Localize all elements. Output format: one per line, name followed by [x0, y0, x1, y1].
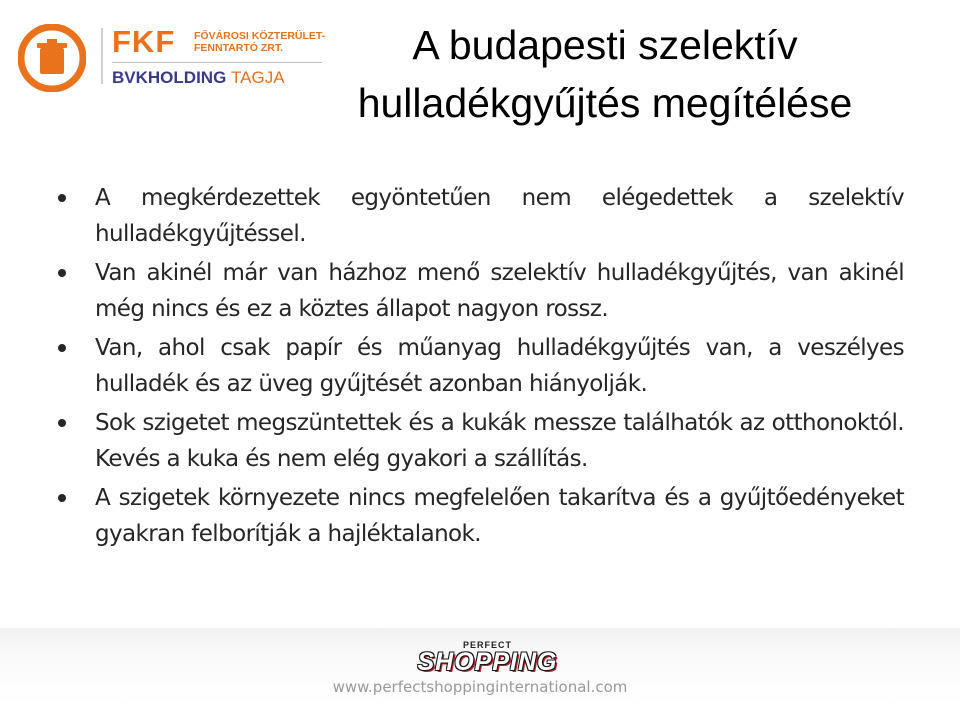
footer-url: www.perfectshoppinginternational.com: [332, 678, 628, 696]
bullet-text: A szigetek környezete nincs megfelelően takarítva és a gyűjtőedényeket gyakran felborítják a hajléktalanok.: [95, 485, 904, 547]
logo-main-text: SHOPPING: [417, 648, 558, 676]
perfect-shopping-logo: [405, 640, 570, 680]
logo-holding-prefix: BVK: [112, 68, 148, 87]
logo-separator: [112, 62, 322, 63]
bullet-list: [58, 180, 904, 555]
bullet-text: Van akinél már van házhoz menő szelektív hulladékgyűjtés, van akinél még nincs és ez a köztes állapot nagyon rossz.: [95, 260, 904, 322]
fkf-logo: [18, 22, 326, 94]
bullet-icon: [58, 344, 66, 352]
logo-holding-name: HOLDING: [147, 68, 227, 87]
bullet-text: A megkérdezettek egyöntetűen nem elégedettek a szelektív hulladékgyűjtéssel.: [95, 185, 904, 247]
bullet-item: [58, 255, 904, 327]
logo-holding: [112, 68, 285, 88]
bullet-item: [58, 180, 904, 252]
bullet-text: Sok szigetet megszüntettek és a kukák messze találhatók az otthonoktól. Kevés a kuka és nem elég gyakori a szállítás.: [95, 410, 904, 472]
bullet-item: [58, 405, 904, 477]
slide-title-line1: A budapesti szelektív: [412, 22, 798, 68]
bullet-icon: [58, 419, 66, 427]
slide-title-line2: hulladékgyűjtés megítélése: [357, 80, 853, 126]
logo-brand: FKF: [112, 24, 176, 59]
bullet-icon: [58, 269, 66, 277]
logo-divider: [101, 28, 103, 84]
logo-top-text: PERFECT: [462, 640, 512, 650]
logo-subtitle-line1: FŐVÁROSI KÖZTERÜLET-: [194, 30, 326, 42]
bullet-icon: [58, 494, 66, 502]
logo-subtitle-line2: FENNTARTÓ ZRT.: [194, 42, 284, 54]
slide-title: [300, 16, 910, 132]
trash-bin-icon: [18, 24, 86, 92]
bullet-item: [58, 330, 904, 402]
bullet-text: Van, ahol csak papír és műanyag hulladékgyűjtés van, a veszélyes hulladék és az üveg gyűjtését azonban hiányolják.: [95, 335, 904, 397]
bullet-item: [58, 480, 904, 552]
logo-holding-suffix: TAGJA: [231, 68, 285, 87]
bullet-icon: [58, 194, 66, 202]
